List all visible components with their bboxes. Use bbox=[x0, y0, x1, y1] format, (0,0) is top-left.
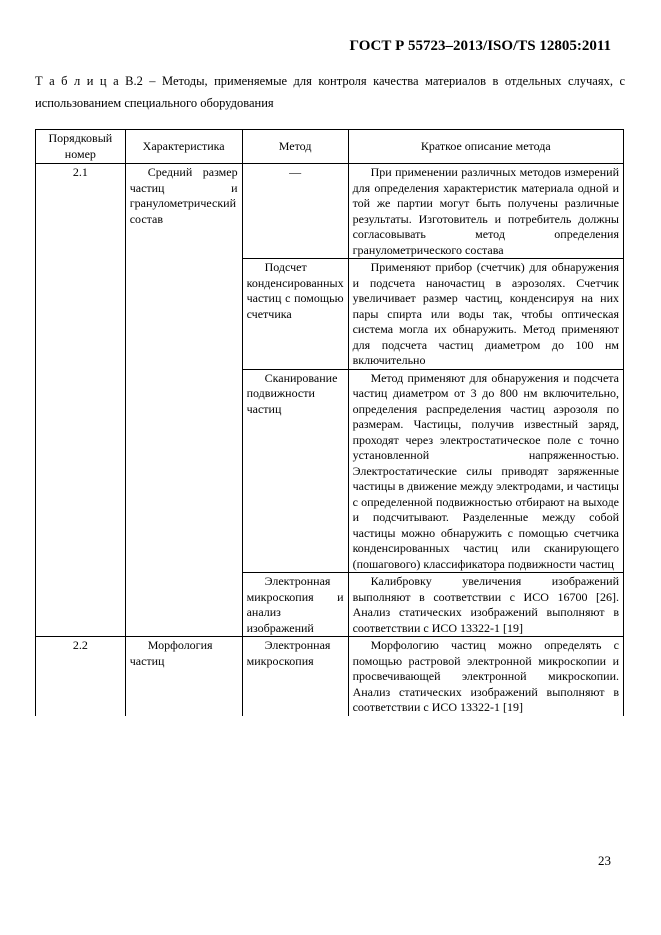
header-number: Порядковый номер bbox=[36, 130, 126, 164]
row-description: Морфологию частиц можно определять с помощью растровой электронной микроскопии и просвечивающей электронной микроскопии. Анализ статических изображений выполняют в соответствии с ИСО 13322-1 [19] bbox=[348, 637, 623, 716]
row-description: Применяют прибор (счетчик) для обнаружения и подсчета наночастиц в аэрозолях. Счетчик увеличивает размер частиц, конденсируя на них пары спирта или воды так, чтобы оптическая система могла их обнаружить. Метод применяют для подсчета частиц диаметром до 100 нм включительно bbox=[348, 259, 623, 370]
row-method: Электронная микроскопия bbox=[242, 637, 348, 716]
row-description: Калибровку увеличения изображений выполняют в соответствии с ИСО 16700 [26]. Анализ статических изображений выполняют в соответствии с ИСО 13322-1 [19] bbox=[348, 573, 623, 637]
table-row bbox=[36, 164, 624, 259]
row-method: Электронная микроскопия и анализ изображений bbox=[242, 573, 348, 637]
header-method: Метод bbox=[242, 130, 348, 164]
row-number: 2.2 bbox=[36, 637, 126, 716]
table-row bbox=[36, 637, 624, 716]
table-header-row bbox=[36, 130, 624, 164]
row-characteristic: Морфология частиц bbox=[125, 637, 242, 716]
methods-table bbox=[35, 129, 624, 716]
table-caption bbox=[35, 70, 625, 114]
table-caption-text: В.2 – Методы, применяемые для контроля качества материалов в отдельных случаях, с использованием специального оборудования bbox=[35, 74, 625, 110]
row-method: — bbox=[242, 164, 348, 259]
row-number: 2.1 bbox=[36, 164, 126, 637]
row-description: При применении различных методов измерений для определения характеристик материала одной и той же партии могут быть получены различные результаты. Изготовитель и потребитель должны согласовывать метод определения гранулометрического состава bbox=[348, 164, 623, 259]
row-method: Подсчет конденсированных частиц с помощью счетчика bbox=[242, 259, 348, 370]
header-description: Краткое описание метода bbox=[348, 130, 623, 164]
row-description: Метод применяют для обнаружения и подсчета частиц диаметром от 3 до 800 нм включительно, определения распределения частиц аэрозоля по размерам. Частицы, получив известный заряд, проходят через электростатическое поле с точно установленной напряженностью. Электростатические силы приводят заряженные частицы в движение между электродами, и частицы с определенной подвижностью отбирают на выходе и подсчитывают. Разделенные между собой частицы можно обнаружить с помощью счетчика конденсированных частиц или сканирующего (пошагового) классификатора подвижности частиц bbox=[348, 369, 623, 573]
page-number: 23 bbox=[598, 853, 611, 868]
header-characteristic: Характеристика bbox=[125, 130, 242, 164]
table-caption-prefix: Т а б л и ц а bbox=[35, 74, 119, 88]
row-method: Сканирование подвижности частиц bbox=[242, 369, 348, 573]
row-characteristic: Средний размер частиц и гранулометрический состав bbox=[125, 164, 242, 637]
document-header: ГОСТ Р 55723–2013/ISO/TS 12805:2011 bbox=[349, 38, 611, 54]
